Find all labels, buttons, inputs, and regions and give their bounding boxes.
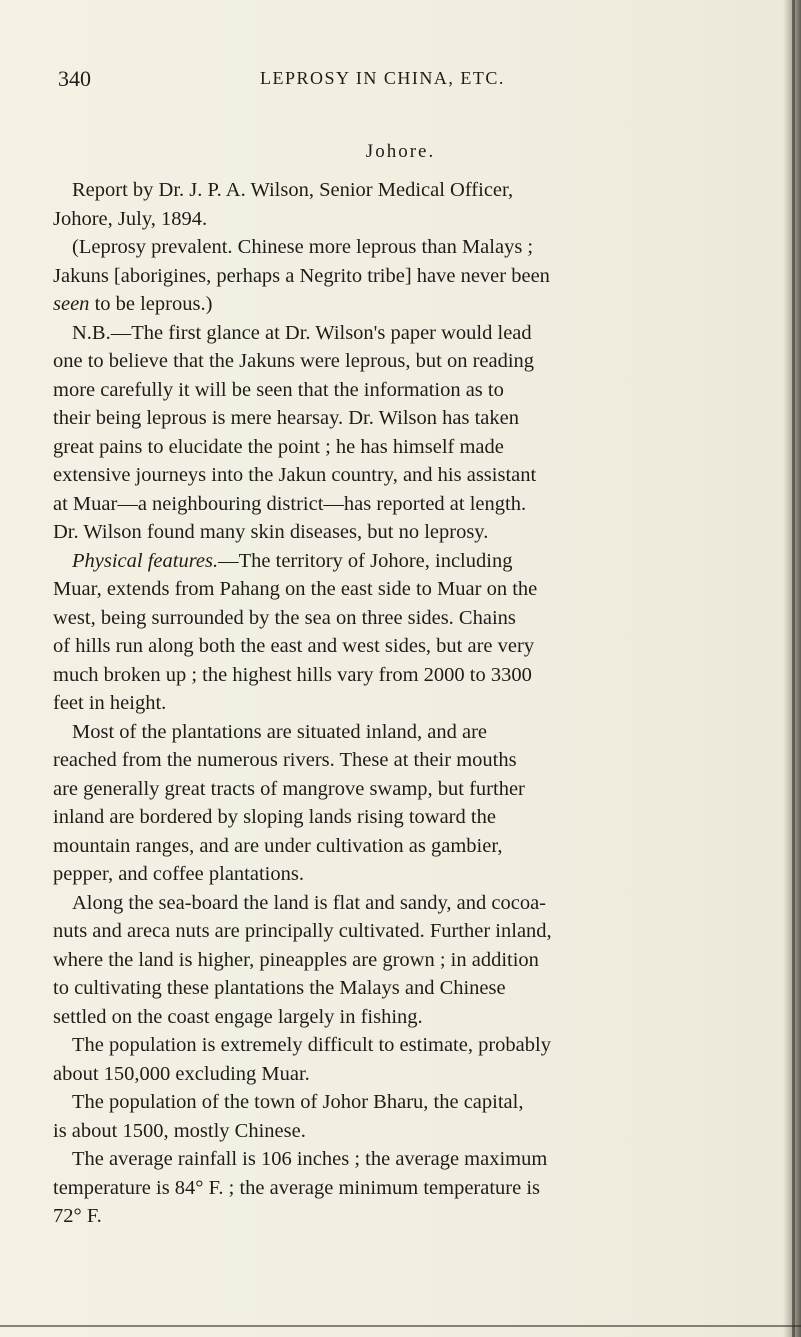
text-line — [53, 376, 763, 405]
text-run: The population of the town of Johor Bharu, the capital, — [72, 1091, 524, 1113]
text-line — [53, 1202, 763, 1231]
text-run: (Leprosy prevalent. Chinese more leprous than Malays ; — [72, 236, 534, 258]
text-line — [53, 661, 763, 690]
text-run: 72° F. — [53, 1205, 102, 1227]
text-run: reached from the numerous rivers. These at their mouths — [53, 749, 517, 771]
text-run: Muar, extends from Pahang on the east side to Muar on the — [53, 578, 538, 600]
text-line — [53, 1031, 763, 1060]
text-line — [53, 575, 763, 604]
text-line — [53, 803, 763, 832]
text-run: of hills run along both the east and west sides, but are very — [53, 635, 535, 657]
body-text — [53, 176, 763, 1231]
text-line — [53, 832, 763, 861]
text-line — [53, 518, 763, 547]
text-line — [53, 974, 763, 1003]
text-run: more carefully it will be seen that the information as to — [53, 378, 504, 401]
text-run: one to believe that the Jakuns were leprous, but on reading — [53, 350, 535, 372]
text-line — [53, 176, 763, 205]
text-line — [53, 1117, 763, 1146]
text-line — [53, 233, 763, 262]
text-line — [53, 718, 763, 747]
text-run: where the land is higher, pineapples are grown ; in addition — [53, 948, 539, 971]
page-number: 340 — [58, 66, 91, 91]
text-run: to be leprous.) — [89, 293, 213, 315]
page-edge-line — [792, 0, 795, 1337]
text-line — [53, 775, 763, 804]
text-run: west, being surrounded by the sea on three sides. Chains — [53, 606, 516, 629]
text-run: nuts and areca nuts are principally cultivated. Further inland, — [53, 920, 552, 942]
text-run: pepper, and coffee plantations. — [53, 863, 304, 885]
text-run: The population is extremely difficult to estimate, probably — [72, 1034, 551, 1056]
text-line — [53, 632, 763, 661]
running-title: LEPROSY IN CHINA, ETC. — [260, 68, 505, 88]
text-run: is about 1500, mostly Chinese. — [53, 1119, 306, 1142]
text-run: The average rainfall is 106 inches ; the average maximum — [72, 1148, 548, 1170]
text-line — [53, 262, 763, 291]
text-run: about 150,000 excluding Muar. — [53, 1062, 310, 1085]
text-line — [53, 547, 763, 576]
text-line — [53, 205, 763, 234]
text-run: Along the sea-board the land is flat and sandy, and cocoa- — [72, 891, 546, 914]
text-line — [53, 604, 763, 633]
running-head — [58, 66, 718, 96]
text-line — [53, 889, 763, 918]
text-run: to cultivating these plantations the Malays and Chinese — [53, 977, 506, 999]
text-line — [53, 433, 763, 462]
text-line — [53, 1145, 763, 1174]
text-run: their being leprous is mere hearsay. Dr. Wilson has taken — [53, 407, 519, 429]
text-line — [53, 290, 763, 319]
section-title: Johore. — [365, 141, 436, 162]
text-run: feet in height. — [53, 692, 167, 714]
text-line — [53, 1174, 763, 1203]
text-line — [53, 1088, 763, 1117]
text-line — [53, 1060, 763, 1089]
text-line — [53, 917, 763, 946]
text-run: Most of the plantations are situated inland, and are — [72, 720, 488, 743]
text-run: much broken up ; the highest hills vary from 2000 to 3300 — [53, 663, 532, 686]
italic-text: Physical features. — [72, 549, 219, 572]
text-line — [53, 347, 763, 376]
text-line — [53, 490, 763, 519]
text-run: extensive journeys into the Jakun country, and his assistant — [53, 464, 537, 486]
text-run: temperature is 84° F. ; the average minimum temperature is — [53, 1176, 541, 1199]
text-line — [53, 319, 763, 348]
text-run: mountain ranges, and are under cultivation as gambier, — [53, 834, 503, 857]
text-line — [53, 689, 763, 718]
text-run: great pains to elucidate the point ; he has himself made — [53, 435, 504, 458]
text-run: are generally great tracts of mangrove swamp, but further — [53, 777, 525, 800]
text-line — [53, 946, 763, 975]
text-run: inland are bordered by sloping lands rising toward the — [53, 806, 496, 828]
text-line — [53, 461, 763, 490]
text-run: Dr. Wilson found many skin diseases, but no leprosy. — [53, 521, 489, 543]
text-run: Jakuns [aborigines, perhaps a Negrito tribe] have never been — [53, 264, 550, 287]
text-line — [53, 1003, 763, 1032]
text-run: N.B.—The first glance at Dr. Wilson's paper would lead — [72, 321, 532, 344]
text-line — [53, 860, 763, 889]
text-run: —The territory of Johore, including — [218, 549, 513, 572]
text-run: at Muar—a neighbouring district—has reported at length. — [53, 492, 527, 515]
text-run: Johore, July, 1894. — [53, 207, 208, 230]
text-run: settled on the coast engage largely in fishing. — [53, 1005, 423, 1028]
page-bottom-rule — [0, 1325, 801, 1327]
text-line — [53, 746, 763, 775]
italic-text: seen — [53, 293, 90, 315]
text-run: Report by Dr. J. P. A. Wilson, Senior Medical Officer, — [72, 179, 514, 201]
text-line — [53, 404, 763, 433]
